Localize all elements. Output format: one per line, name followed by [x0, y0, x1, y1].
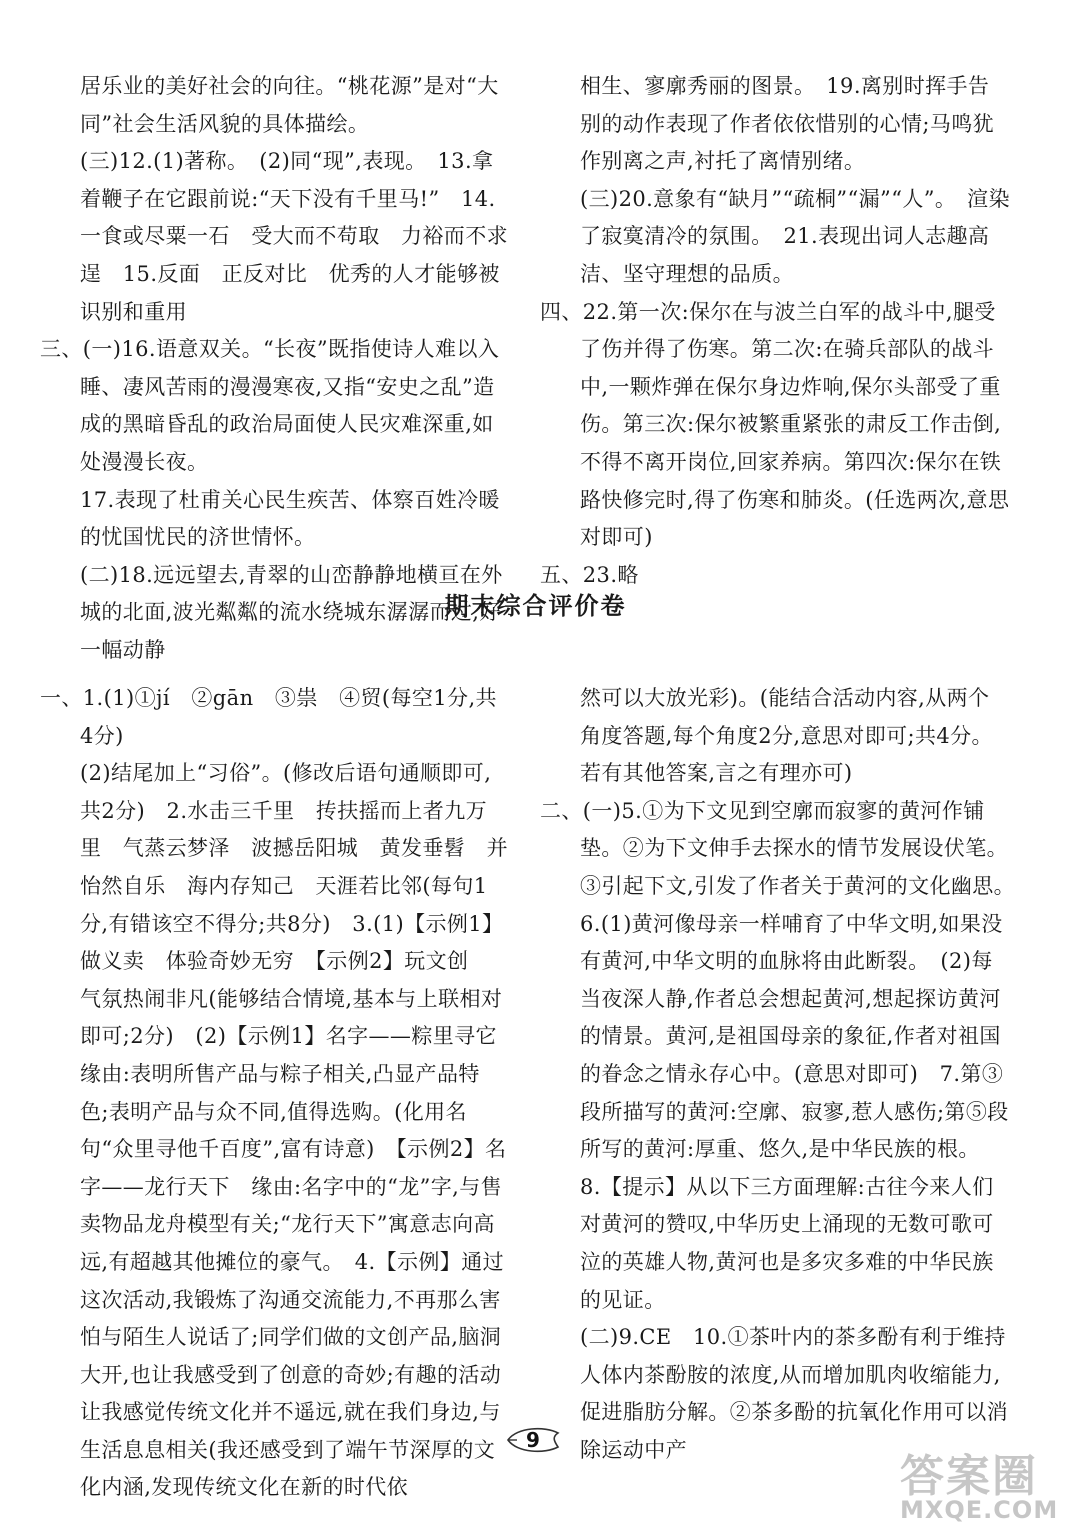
watermark [880, 1440, 1060, 1530]
paragraph: 17.表现了杜甫关心民生疾苦、体察百姓冷暖的忧国忧民的济世情怀。 [80, 487, 500, 550]
section-title: 期末综合评价卷 [444, 592, 627, 620]
paragraph: 然可以大放光彩)。(能结合活动内容,从两个角度答题,每个角度2分,意思对即可;共4分。若有其他答案,言之有理亦可) [580, 686, 993, 786]
paragraph: (三)12.(1)著称。 (2)同“现”,表现。 13.拿着鞭子在它跟前说:“天下没有千里马!” 14.一食或尽粟一石 受大而不苟取 力裕而不求逞 15.反面 正反对比 优秀的人才能够被识别和重用 [80, 149, 508, 324]
paragraph: 一、1.(1)①jí ②gān ③祟 ④贸(每空1分,共4分) [40, 686, 497, 748]
watermark-title: 答案圈 [900, 1451, 1038, 1502]
top-right-column [540, 68, 1010, 594]
paragraph: (三)20.意象有“缺月”“疏桐”“漏”“人”。 渲染了寂寞清冷的氛围。 21.表现出词人志趣高洁、坚守理想的品质。 [580, 186, 1010, 286]
paragraph: 相生、寥廓秀丽的图景。 19.离别时挥手告别的动作表现了作者依依惜别的心情;马鸣犹作别离之声,衬托了离情别绪。 [580, 74, 995, 174]
paragraph: 二、(一)5.①为下文见到空廓而寂寥的黄河作铺垫。②为下文伸手去探水的情节发展设伏笔。③引起下文,引发了作者关于黄河的文化幽思。 6.(1)黄河像母亲一样哺育了中华文明,如果没有黄河,中华文明的血脉将由此断裂。 (2)每当夜深人静,作者总会想起黄河,想起探访黄河的情景。黄河,是祖国母亲的象征,作者对祖国的眷念之情永存心中。(意思对即可) 7.第③段所描写的黄河:空廓、寂寥,惹人感伤;第⑤段所写的黄河:厚重、悠久,是中华民族的根。 8.【提示】从以下三方面理解:古往今来人们对黄河的赞叹,中华历史上涌现的无数可歌可泣的英雄人物,黄河也是多灾多难的中华民族的见证。 [540, 798, 1026, 1312]
top-left-column [40, 68, 508, 670]
bottom-left-column [40, 680, 519, 1507]
paragraph: 居乐业的美好社会的向往。“桃花源”是对“大同”社会生活风貌的具体描绘。 [80, 74, 499, 136]
paragraph: 四、22.第一次:保尔在与波兰白军的战斗中,腿受了伤并得了伤寒。第二次:在骑兵部队的战斗中,一颗炸弹在保尔身边炸响,保尔头部受了重伤。第三次:保尔被繁重紧张的肃反工作击倒,不得不离开岗位,回家养病。第四次:保尔在铁路快修完时,得了伤寒和肺炎。(任选两次,意思对即可) [540, 299, 1010, 550]
paragraph: 三、(一)16.语意双关。“长夜”既指使诗人难以入睡、凄风苦雨的漫漫寒夜,又指“安史之乱”造成的黑暗昏乱的政治局面使人民灾难深重,如处漫漫长夜。 [40, 337, 500, 474]
watermark-url: MXQE.COM [900, 1496, 1059, 1524]
paragraph: 五、23.略 [540, 562, 639, 587]
page-number-text: 9 [526, 1428, 540, 1452]
paragraph: (二)9.CE 10.①茶叶内的茶多酚有利于维持人体内茶酚胺的浓度,从而增加肌肉收缩能力,促进脂肪分解。②茶多酚的抗氧化作用可以消除运动中产 [580, 1325, 1008, 1462]
page-number [505, 1424, 561, 1456]
paragraph: (2)结尾加上“习俗”。(修改后语句通顺即可,共2分) 2.水击三千里 抟扶摇而上者九万里 气蒸云梦泽 波撼岳阳城 黄发垂髫 并怡然自乐 海内存知己 天涯若比邻(每句1分,有错该空不得分;共8分) 3.(1)【示例1】做义卖 体验奇妙无穷 【示例2】玩文创 气氛热闹非凡(能够结合情境,基本与上联相对即可;2分) (2)【示例1】名字——粽里寻它 缘由:表明所售产品与粽子相关,凸显产品特色;表明产品与众不同,值得选购。(化用名句“众里寻他千百度”,富有诗意) 【示例2】名字——龙行天下 缘由:名字中的“龙”字,与售卖物品龙舟模型有关;“龙行天下”寓意志向高远,有超越其他摊位的豪气。 4.【示例】通过这次活动,我锻炼了沟通交流能力,不再那么害怕与陌生人说话了;同学们做的文创产品,脑洞大开,也让我感受到了创意的奇妙;有趣的活动让我感觉传统文化并不遥远,就在我们身边,与生活息息相关(我还感受到了端午节深厚的文化内涵,发现传统文化在新的时代依 [80, 761, 519, 1500]
bottom-right-column [540, 680, 1026, 1469]
paragraph: (二)18.远远望去,青翠的山峦静静地横亘在外城的北面,波光粼粼的流水绕城东潺潺而过,好一幅动静 [80, 562, 503, 662]
